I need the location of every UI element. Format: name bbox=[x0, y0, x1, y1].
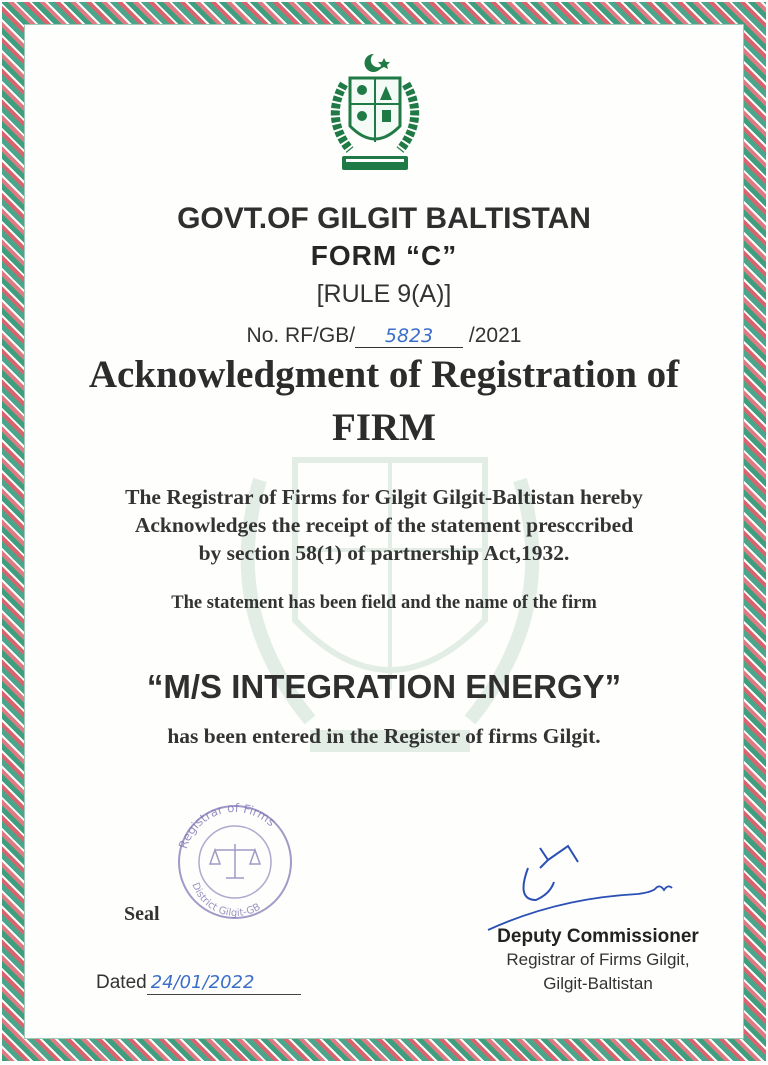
dated-value: 24/01/2022 bbox=[147, 972, 301, 995]
firm-name: “M/S INTEGRATION ENERGY” bbox=[146, 668, 622, 705]
svg-text:District Gilgit-GB bbox=[189, 881, 262, 919]
svg-text:Registrar of Firms bbox=[176, 801, 278, 851]
form-heading: FORM “C” bbox=[310, 240, 458, 271]
paragraph-line: The Registrar of Firms for Gilgit Gilgit-Baltistan hereby bbox=[125, 485, 643, 509]
signatory-block bbox=[470, 926, 726, 996]
stamp-text-bottom: District Gilgit-GB bbox=[189, 881, 263, 920]
title-line-1: Acknowledgment of Registration of bbox=[88, 353, 680, 396]
seal-label: Seal bbox=[124, 903, 160, 925]
title-line-2: FIRM bbox=[332, 406, 436, 449]
signatory-title: Deputy Commissioner bbox=[497, 926, 699, 947]
number-suffix: /2021 bbox=[468, 324, 522, 347]
government-emblem bbox=[316, 48, 434, 180]
rule-reference: [RULE 9(A)] bbox=[316, 280, 452, 308]
entered-text: has been entered in the Register of firms Gilgit. bbox=[167, 724, 601, 748]
scales-icon bbox=[210, 844, 260, 878]
statement-text: The statement has been field and the name of the firm bbox=[171, 593, 597, 613]
acknowledgment-paragraph bbox=[0, 483, 768, 567]
date-line bbox=[96, 972, 301, 995]
government-heading: GOVT.OF GILGIT BALTISTAN bbox=[177, 202, 591, 235]
paragraph-line: by section 58(1) of partnership Act,1932. bbox=[198, 541, 570, 565]
dated-label: Dated bbox=[96, 972, 147, 993]
signatory-line-1: Registrar of Firms Gilgit, bbox=[506, 950, 690, 969]
registrar-stamp bbox=[170, 800, 300, 920]
registration-number bbox=[0, 324, 768, 348]
stamp-text-top: Registrar of Firms bbox=[176, 800, 279, 851]
signatory-line-2: Gilgit-Baltistan bbox=[543, 974, 653, 993]
number-value: 5823 bbox=[355, 325, 463, 348]
paragraph-line: Acknowledges the receipt of the statement presccribed bbox=[134, 513, 634, 537]
number-prefix: No. RF/GB/ bbox=[246, 324, 356, 347]
handwritten-signature bbox=[478, 838, 698, 938]
